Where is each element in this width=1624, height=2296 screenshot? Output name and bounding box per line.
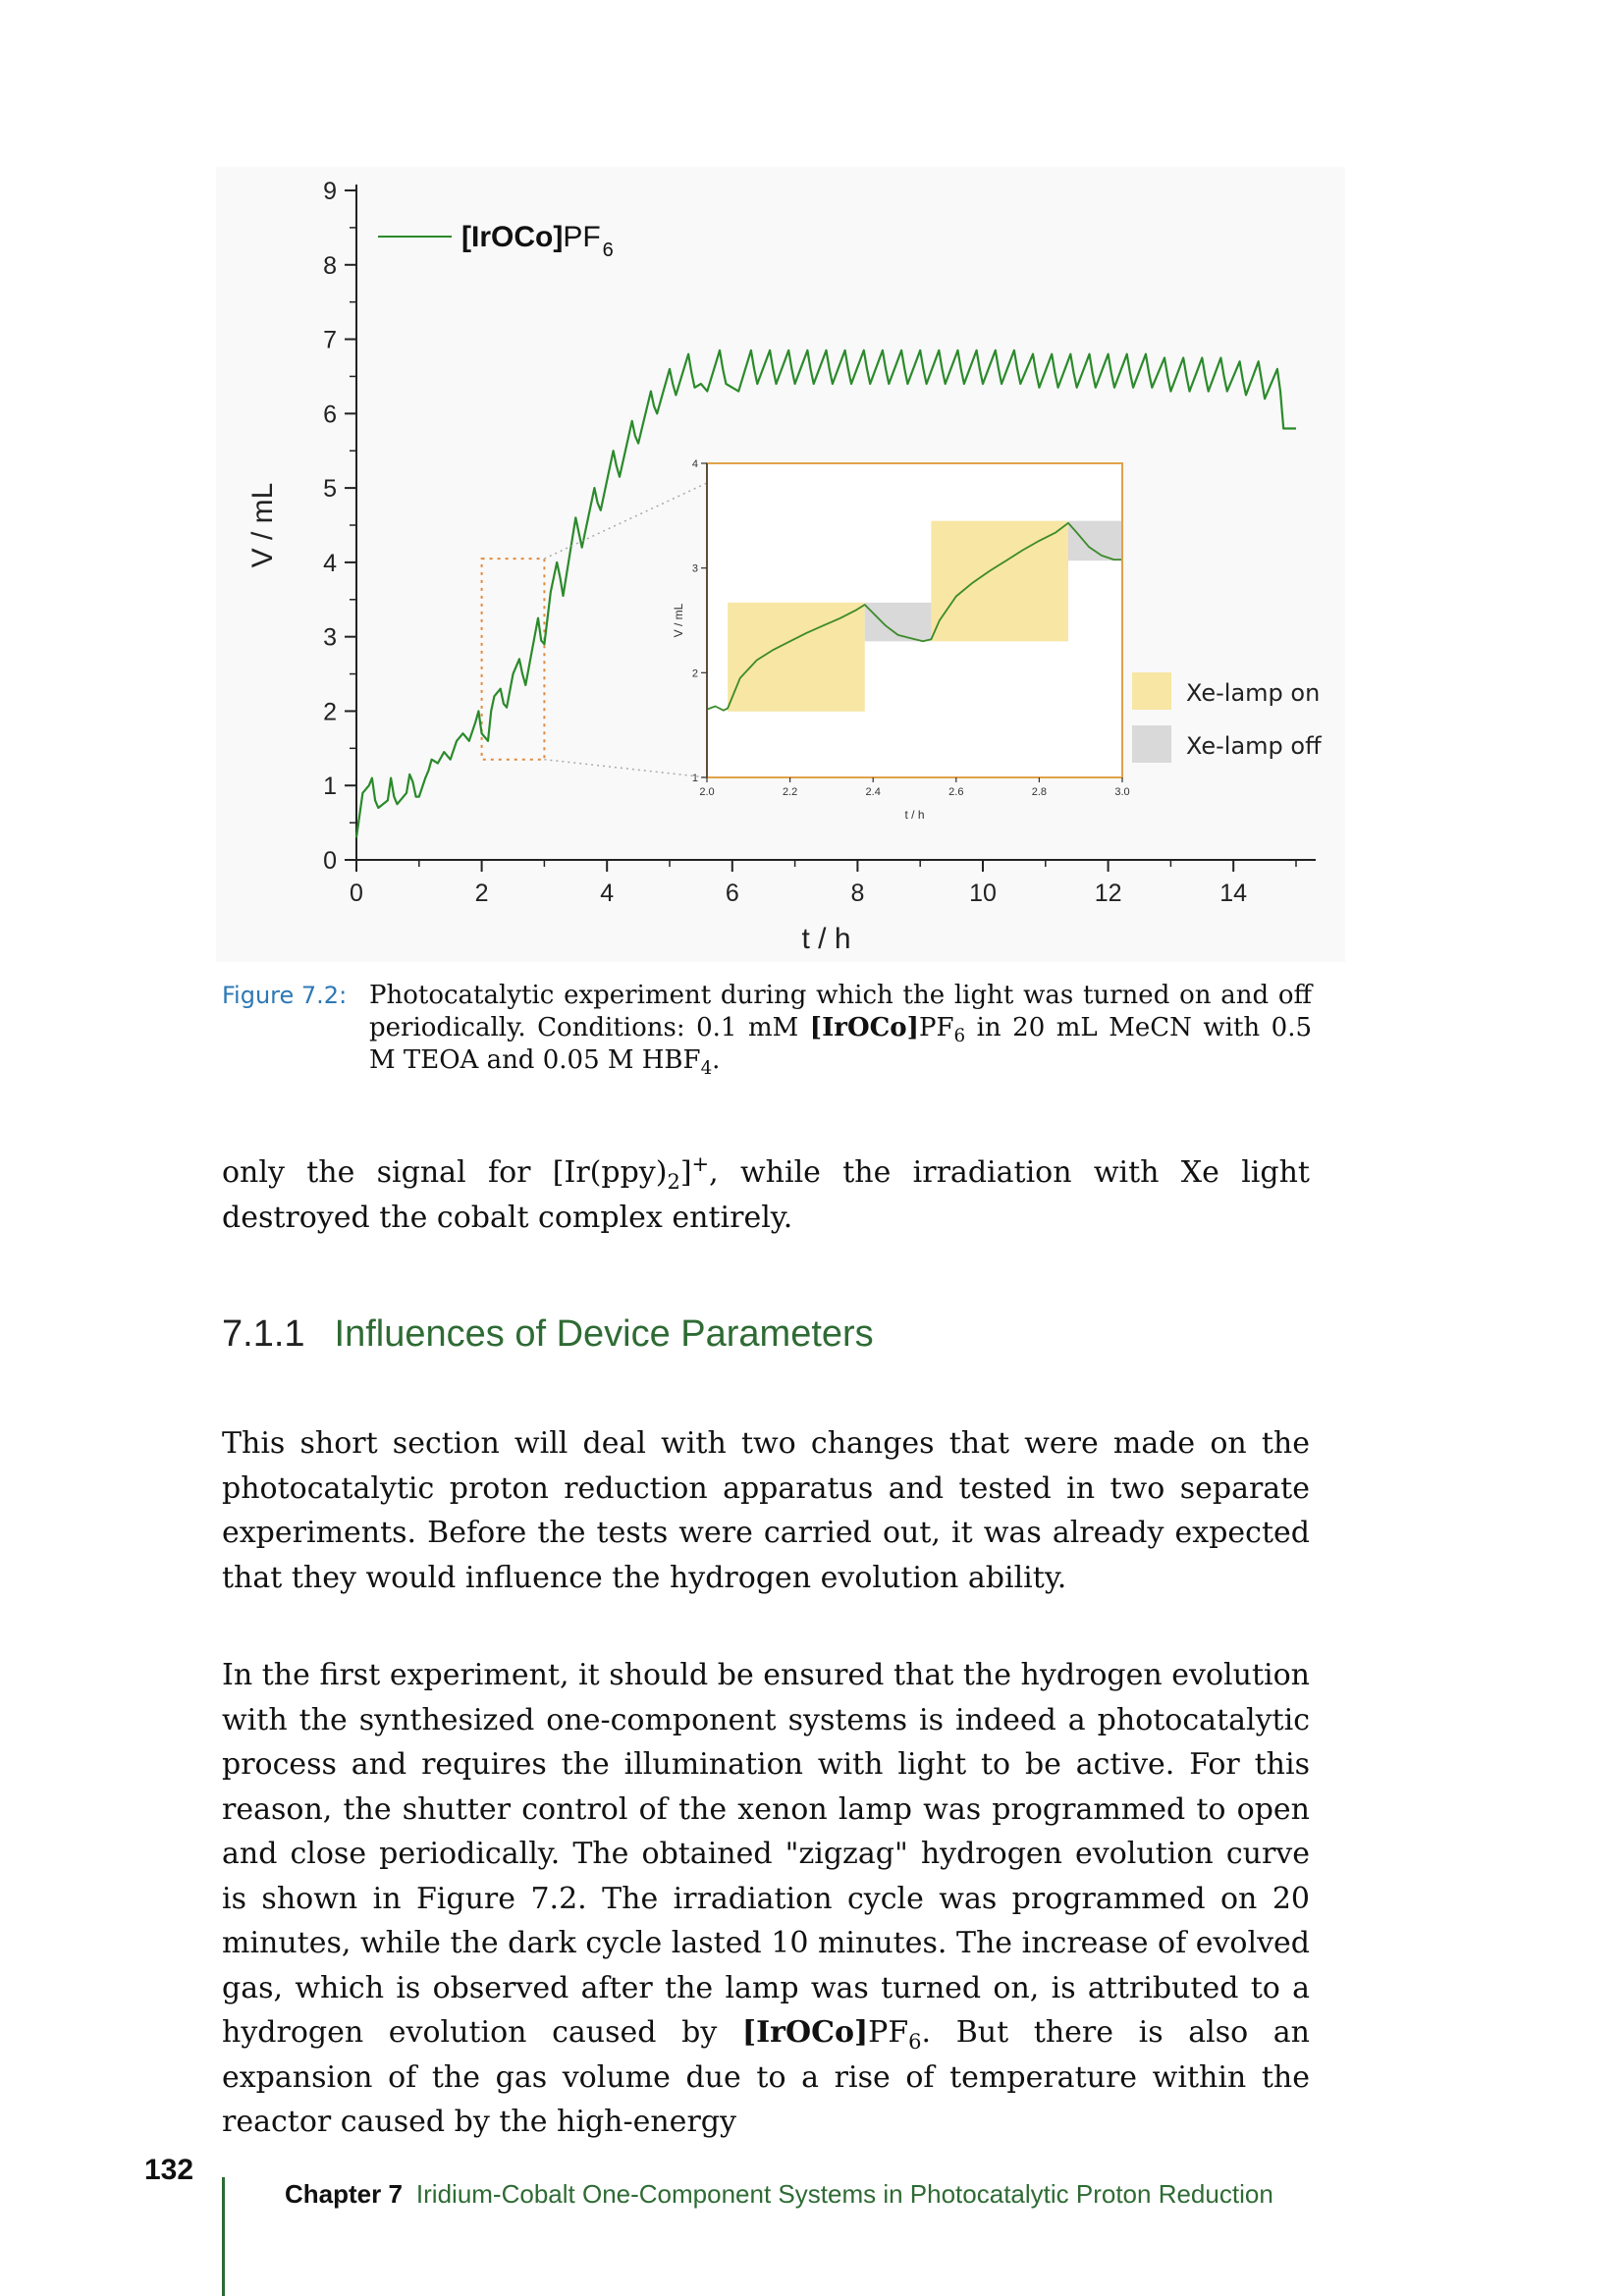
para1-text-3: , while the irradiation with Xe light destroyed the cobalt complex entirely. <box>222 1155 1310 1235</box>
paragraph-continuation <box>222 1150 1310 1240</box>
inset-x-tick-label: 2.6 <box>948 786 964 798</box>
main-y-tick-label: 4 <box>323 549 337 577</box>
caption-text-3: in 20 mL MeCN with 0.5 M TEOA and 0.05 M HBF <box>369 1013 1313 1075</box>
para1-subscript: 2 <box>667 1170 680 1194</box>
footer-rule <box>222 2177 225 2296</box>
caption-text-4: . <box>712 1045 721 1075</box>
inset-y-tick-label: 1 <box>691 773 698 784</box>
paragraph-intro: This short section will deal with two changes that were made on the photocatalytic proton reduction apparatus and tested in two separate experiments. Before the tests were carried out, it was already expected that they would influence the hydrogen evolution ability. <box>222 1426 1310 1595</box>
inset-x-tick-label: 3.0 <box>1114 786 1130 798</box>
main-x-tick-label: 14 <box>1219 880 1248 907</box>
main-x-tick-label: 12 <box>1094 880 1122 907</box>
figure-7-2-chart <box>216 167 1345 962</box>
para3-text-2: PF <box>868 2015 909 2050</box>
inset-period-off <box>1068 521 1122 561</box>
caption-bold-compound: [IrOCo] <box>809 1013 919 1042</box>
inset-y-tick-label: 2 <box>691 667 698 680</box>
main-x-tick-label: 10 <box>969 880 997 907</box>
paragraph-experiment <box>222 1653 1310 2145</box>
section-number: 7.1.1 <box>222 1313 305 1355</box>
inset-y-tick-label: 4 <box>691 458 698 470</box>
inset-x-tick-label: 2.0 <box>699 786 715 798</box>
main-y-tick-label: 6 <box>323 400 337 429</box>
para3-text-3: . But there is also an expansion of the gas volume due to a rise of temperature within the reactor caused by the high-energy <box>222 2015 1311 2139</box>
caption-subscript-1: 6 <box>953 1026 966 1047</box>
section-heading <box>222 1313 874 1356</box>
main-x-tick-label: 0 <box>350 880 363 907</box>
caption-text-2: PF <box>918 1013 954 1042</box>
legend-label-lamp-off: Xe-lamp off <box>1186 732 1322 760</box>
running-footer <box>285 2179 1273 2210</box>
main-y-tick-label: 1 <box>323 773 337 801</box>
para3-bold-compound: [IrOCo] <box>741 2015 869 2050</box>
section-title: Influences of Device Parameters <box>334 1313 874 1355</box>
main-x-tick-label: 6 <box>725 880 739 907</box>
caption-text-1: Photocatalytic experiment during which the light was turned on and off periodically. Conditions: 0.1 mM <box>369 981 1312 1042</box>
main-x-tick-label: 8 <box>850 880 865 907</box>
inset-y-axis-label: V / mL <box>672 603 685 638</box>
inset-period-on <box>931 521 1068 642</box>
main-y-tick-label: 9 <box>323 178 337 205</box>
main-x-tick-label: 4 <box>600 880 615 907</box>
inset-x-tick-label: 2.2 <box>782 786 798 798</box>
inset-x-tick-label: 2.8 <box>1031 786 1048 798</box>
caption-label: Figure 7.2: <box>222 982 348 1009</box>
caption-subscript-2: 4 <box>700 1058 713 1080</box>
inset-y-tick-label: 3 <box>691 562 698 575</box>
legend-label: [IrOCo]PF $_6$ <box>461 221 614 261</box>
legend-swatch-lamp-on <box>1132 672 1171 710</box>
page-number: 132 <box>144 2154 194 2186</box>
main-y-tick-label: 0 <box>323 847 337 875</box>
inset-x-tick-label: 2.4 <box>865 786 881 798</box>
legend-swatch-lamp-off <box>1132 725 1171 763</box>
legend-label-lamp-on: Xe-lamp on <box>1186 679 1321 707</box>
main-y-tick-label: 7 <box>323 326 337 354</box>
para1-text-2: ] <box>679 1155 692 1190</box>
main-x-tick-label: 2 <box>474 880 489 907</box>
main-y-tick-label: 8 <box>323 251 337 280</box>
main-y-tick-label: 3 <box>323 623 337 652</box>
para1-text-1: only the signal for [Ir(ppy) <box>222 1155 668 1190</box>
main-y-tick-label: 5 <box>323 475 337 504</box>
inset-period-on <box>728 603 865 712</box>
footer-title: Iridium-Cobalt One-Component Systems in Photocatalytic Proton Reduction <box>415 2179 1273 2209</box>
para3-subscript: 6 <box>908 2030 922 2054</box>
main-x-axis-label: t / h <box>801 923 851 955</box>
caption-text <box>369 980 1313 1080</box>
main-y-axis-label: V / mL <box>246 482 279 568</box>
para1-superscript: + <box>691 1152 710 1176</box>
footer-chapter: Chapter 7 <box>285 2179 403 2209</box>
main-y-tick-label: 2 <box>323 698 337 726</box>
para3-text-1: In the first experiment, it should be ensured that the hydrogen evolution with the synthesized one-component systems is indeed a photocatalytic process and requires the illumination with light to be active. For this reason, the shutter control of the xenon lamp was programmed to open and close periodically. The obtained "zigzag" hydrogen evolution curve is shown in Figure 7.2. The irradiation cycle was programmed on 20 minutes, while the dark cycle lasted 10 minutes. The increase of evolved gas, which is observed after the lamp was turned on, is attributed to a hydrogen evolution caused by <box>222 1658 1310 2050</box>
inset-x-axis-label: t / h <box>904 808 925 822</box>
